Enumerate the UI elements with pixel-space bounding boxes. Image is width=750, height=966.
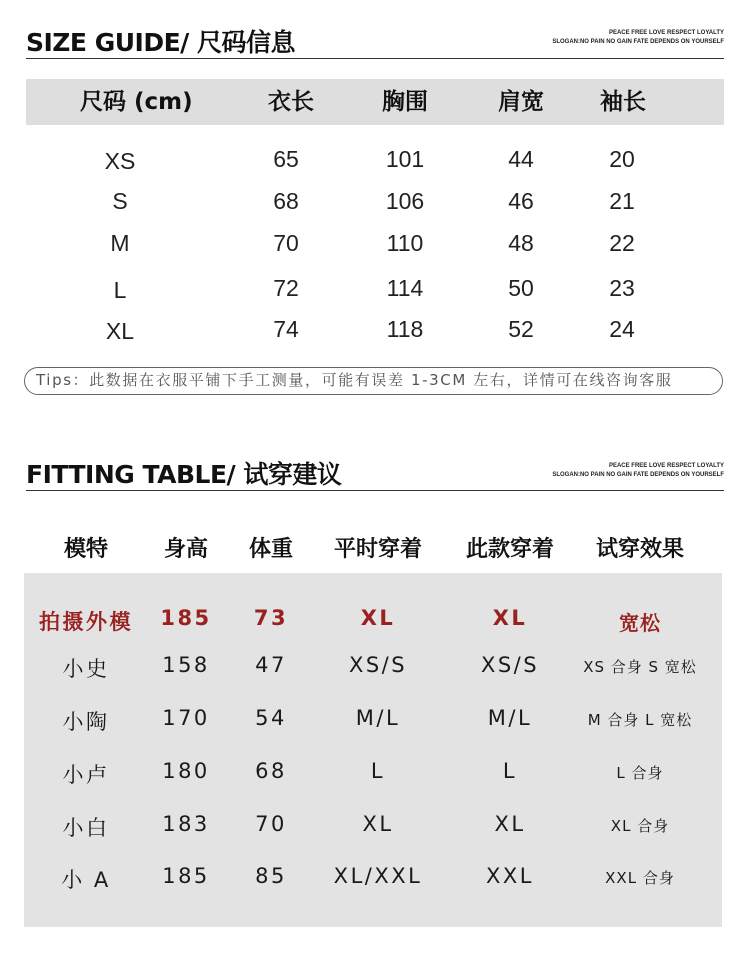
size-cell: XS [104,148,136,174]
header-this-size: 此款穿着 [465,537,555,562]
fit-cell: M/L [487,706,533,730]
fit-cell: 小陶 [62,710,110,734]
fit-cell: XS/S [348,653,408,677]
size-cell: 44 [508,146,534,172]
header-length: 衣长 [268,89,314,115]
fit-cell: 70 [255,812,287,836]
size-cell: 72 [273,275,299,301]
fit-cell: XL [362,812,394,836]
size-cell: 22 [609,230,635,256]
size-cell: 110 [386,230,424,256]
header-fit-effect: 试穿效果 [595,537,685,562]
fit-cell: XS/S [480,653,540,677]
fit-cell: 73 [253,606,289,630]
header-sleeve: 袖长 [600,89,646,115]
header-model: 模特 [63,537,109,562]
fit-cell: 宽松 [619,611,661,635]
fit-cell: 小 A [61,868,111,892]
fit-cell: 158 [162,653,210,677]
fit-cell: 47 [255,653,287,677]
fit-cell: 180 [162,759,210,783]
fit-cell: 小史 [62,657,110,681]
slogan-line-1: PEACE FREE LOVE RESPECT LOYALTY [608,30,724,36]
header-size: 尺码 (cm) [80,89,193,115]
fit-cell: 小白 [62,816,110,840]
fit-cell: 183 [162,812,210,836]
size-cell: 118 [386,316,424,342]
size-cell: 65 [273,146,299,172]
fit-cell: XXL 合身 [605,869,675,887]
slogan-line-2: SLOGAN:NO PAIN NO GAIN FATE DEPENDS ON YOURSELF [552,472,724,478]
fit-cell: 85 [255,864,287,888]
size-guide-title: SIZE GUIDE/ 尺码信息 [26,28,296,57]
fit-cell: L [370,759,386,783]
size-cell: 50 [508,275,534,301]
size-cell: 52 [508,316,534,342]
fit-cell: M 合身 L 宽松 [587,711,693,729]
fit-cell: XXL [486,864,534,888]
size-cell: 106 [385,188,425,214]
fit-cell: XL [360,606,396,630]
size-cell: 48 [508,230,534,256]
size-cell: 70 [273,230,299,256]
header-shoulder: 肩宽 [498,89,544,115]
fit-cell: XL 合身 [610,817,670,835]
fit-cell: XL [492,606,528,630]
size-cell: 20 [609,146,635,172]
slogan-line-2: SLOGAN:NO PAIN NO GAIN FATE DEPENDS ON YOURSELF [552,39,724,45]
header-weight: 体重 [248,537,294,562]
fit-cell: XS 合身 S 宽松 [583,658,697,676]
size-table-header [26,79,724,125]
size-cell: 46 [508,188,534,214]
size-cell: 24 [609,316,635,342]
fitting-table-slogan [552,462,724,480]
size-cell: 68 [273,188,299,214]
header-height: 身高 [163,537,209,562]
fit-cell: 185 [162,864,210,888]
fit-cell: 拍摄外模 [39,610,133,634]
fit-cell: L 合身 [616,764,664,782]
fitting-table-divider [26,490,724,491]
fit-cell: XL [494,812,526,836]
fit-cell: 54 [255,706,287,730]
measurement-tips: Tips：此数据在衣服平铺下手工测量，可能有误差 1-3CM 左右，详情可在线咨询客服 [24,367,723,395]
size-cell: L [113,277,127,303]
size-cell: 74 [273,316,299,342]
fit-cell: M/L [355,706,401,730]
size-cell: 101 [385,146,425,172]
slogan-line-1: PEACE FREE LOVE RESPECT LOYALTY [608,463,724,469]
size-cell: M [110,230,130,256]
size-cell: 23 [609,275,635,301]
fit-cell: 185 [160,606,212,630]
fit-cell: XL/XXL [333,864,423,888]
fit-cell: 68 [255,759,287,783]
size-cell: S [112,188,128,214]
size-cell: 21 [609,188,635,214]
header-usual-size: 平时穿着 [333,537,423,562]
fitting-table-title: FITTING TABLE/ 试穿建议 [26,460,342,489]
size-cell: XL [105,318,135,344]
size-guide-divider [26,58,724,59]
fit-cell: 小卢 [62,763,110,787]
header-chest: 胸围 [382,89,428,115]
fit-cell: 170 [162,706,210,730]
fit-cell: L [502,759,518,783]
size-cell: 114 [386,275,424,301]
size-guide-slogan [552,29,724,47]
